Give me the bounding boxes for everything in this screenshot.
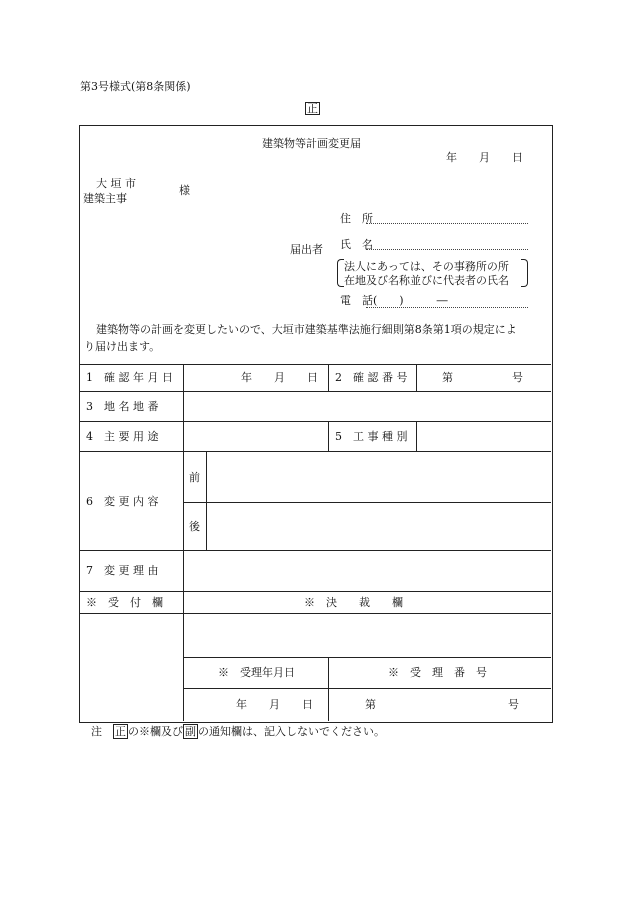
before-after-column-divider [206, 451, 207, 550]
footnote-sei-mark: 正 [115, 725, 126, 738]
row-divider [79, 613, 551, 614]
row-divider [79, 451, 551, 452]
receipt-date-label: ※ 受理年月日 [218, 666, 295, 679]
submission-date: 年 月 日 [446, 151, 523, 164]
receipt-number-prefix: 第 [365, 698, 376, 711]
body-text-line2: り届け出ます。 [84, 340, 161, 353]
copy-mark: 正 [307, 102, 318, 115]
main-use-label: 4 主 要 用 途 [86, 430, 159, 443]
row-divider [79, 421, 551, 422]
row-divider [79, 391, 551, 392]
address-label: 住 所 [340, 212, 373, 225]
label-column-divider [183, 364, 184, 721]
notifier-label: 届出者 [290, 243, 323, 256]
form-number: 第3号様式(第8条関係) [80, 80, 191, 93]
footnote [91, 726, 385, 737]
body-text-line1: 建築物等の計画を変更したいので、大垣市建築基準法施行細則第8条第1項の規定によ [96, 323, 517, 336]
col-divider [416, 421, 417, 451]
addressee-honorific: 様 [179, 184, 190, 197]
footnote-fuku-mark: 副 [185, 725, 196, 738]
receipt-date-value: 年 月 日 [236, 698, 313, 711]
receipt-value-divider [183, 688, 551, 689]
addressee-city: 大 垣 市 [96, 177, 136, 190]
name-field-line [366, 249, 528, 250]
receipt-number-label: ※ 受 理 番 号 [388, 666, 487, 679]
decision-column-label: ※ 決 裁 欄 [304, 596, 403, 609]
change-before-after-divider [183, 502, 551, 503]
construction-type-label: 5 工 事 種 別 [335, 430, 408, 443]
col-divider [416, 364, 417, 391]
footnote-suffix: の通知欄は、記入しないでください。 [198, 725, 385, 738]
confirmation-number-prefix: 第 [442, 371, 453, 384]
confirmation-date-value: 年 月 日 [241, 371, 318, 384]
col-divider [328, 421, 329, 451]
form-frame [79, 125, 553, 723]
addressee-title: 建築主事 [83, 192, 127, 205]
lot-number-label: 3 地 名 地 番 [86, 400, 159, 413]
confirmation-number-suffix: 号 [512, 371, 523, 384]
address-field-line [366, 223, 528, 224]
phone-field-line [366, 307, 528, 308]
footnote-middle: の※欄及び [128, 725, 183, 738]
form-title: 建築物等計画変更届 [262, 137, 361, 150]
reception-column-label: ※ 受 付 欄 [86, 596, 163, 609]
receipt-number-suffix: 号 [508, 698, 519, 711]
row-divider [79, 591, 551, 592]
confirmation-date-label: 1 確 認 年 月 日 [86, 371, 173, 384]
row-divider [79, 550, 551, 551]
footnote-prefix: 注 [91, 725, 102, 738]
confirmation-number-label: 2 確 認 番 号 [335, 371, 408, 384]
change-content-label: 6 変 更 内 容 [86, 495, 159, 508]
corp-note-bracket-left [337, 259, 344, 287]
corp-note-line2: 在地及び名称並びに代表者の氏名 [344, 274, 509, 287]
phone-label: 電 話( ) ― [340, 294, 448, 307]
corp-note-bracket-right [521, 259, 528, 287]
receipt-header-divider [183, 657, 551, 658]
table-top-border [79, 364, 551, 365]
change-after-label: 後 [189, 520, 200, 533]
col-divider [328, 364, 329, 391]
change-reason-label: 7 変 更 理 由 [86, 564, 159, 577]
corp-note-line1: 法人にあっては、その事務所の所 [344, 260, 509, 273]
receipt-column-divider [328, 657, 329, 721]
name-label: 氏 名 [340, 238, 373, 251]
change-before-label: 前 [189, 471, 200, 484]
